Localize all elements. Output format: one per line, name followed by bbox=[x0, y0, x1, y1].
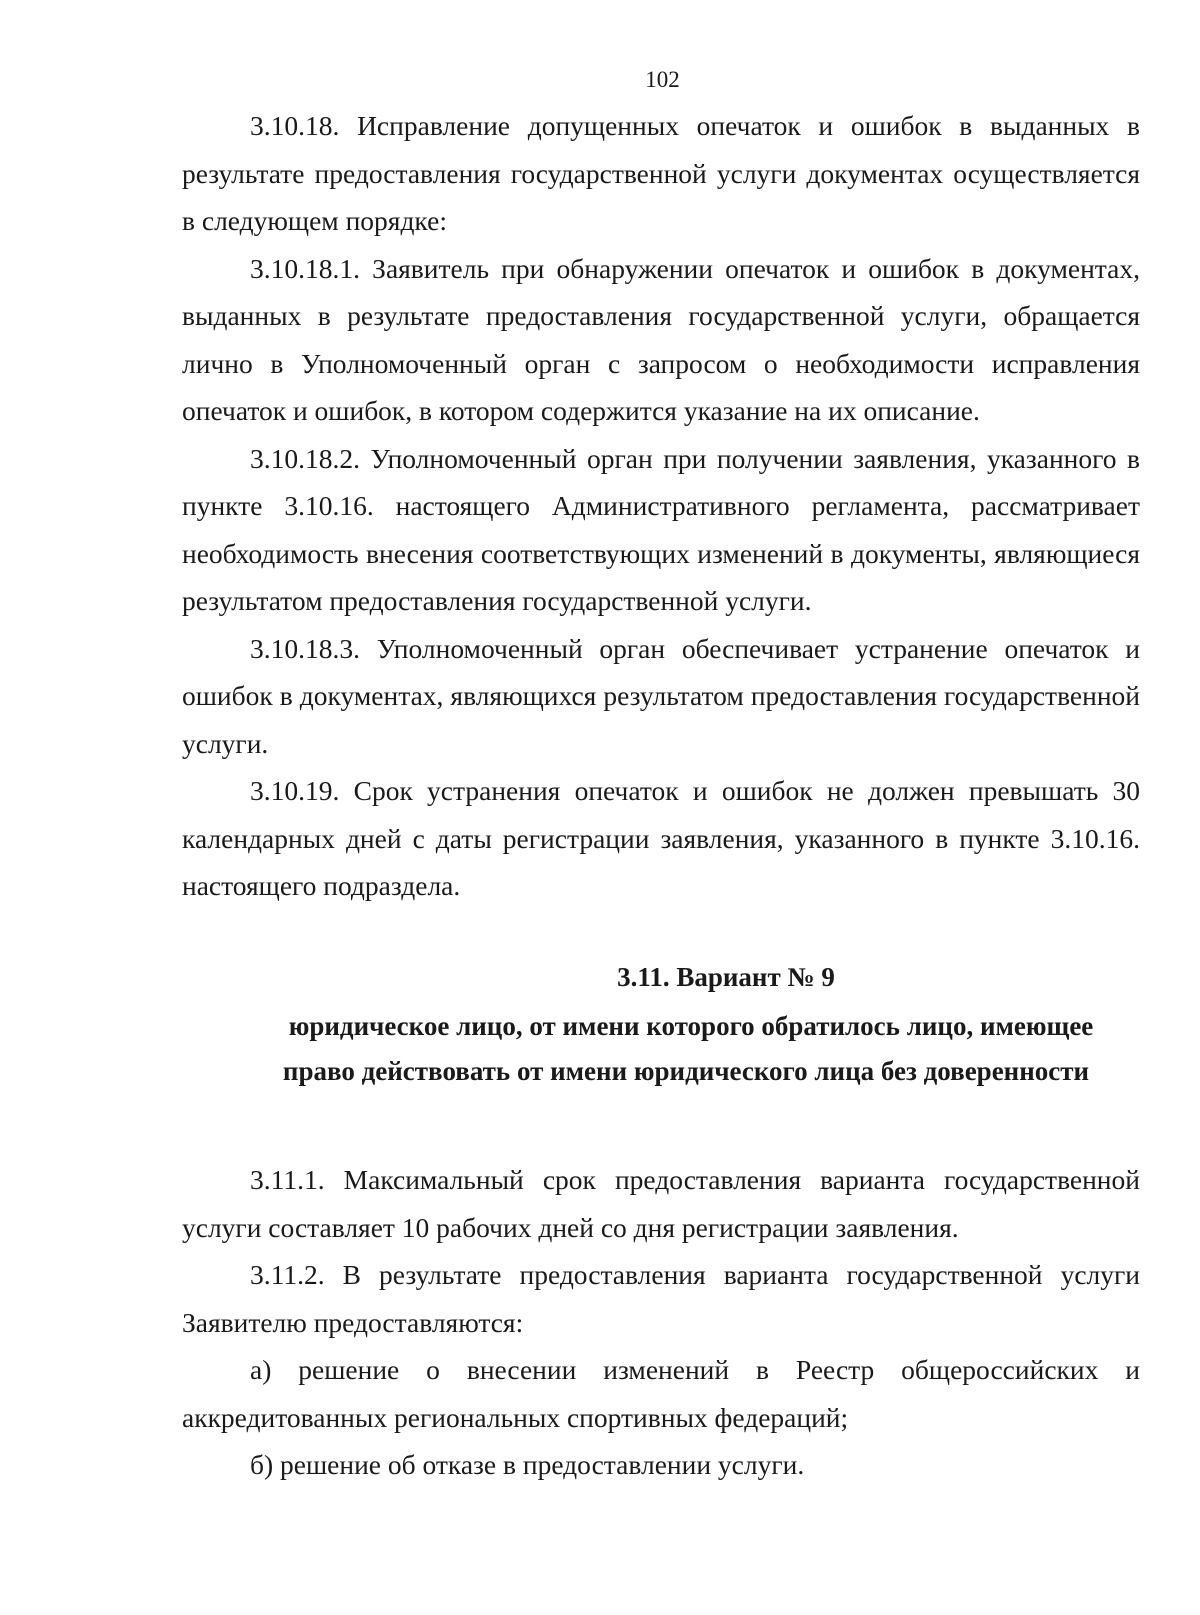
list-item-a: а) решение о внесении изменений в Реестр общероссийских и аккредитованных региональных спортивных федераций; bbox=[182, 1354, 1140, 1433]
page-number: 102 bbox=[645, 67, 680, 92]
paragraph-3-10-18-1: 3.10.18.1. Заявитель при обнаружении опечаток и ошибок в документах, выданных в результате предоставления государственной услуги, обращается лично в Уполномоченный орган с запросом о необходимости исправления опечаток и ошибок, в котором содержится указание на их описание. bbox=[182, 252, 1140, 426]
document-body-lower bbox=[182, 1156, 1140, 1489]
section-subtitle-line-1: юридическое лицо, от имени которого обратилось лицо, имеющее bbox=[288, 1011, 1094, 1041]
paragraph-3-11-1: 3.11.1. Максимальный срок предоставления варианта государственной услуги составляет 10 рабочих дней со дня регистрации заявления. bbox=[182, 1164, 1140, 1243]
paragraph-3-10-18-2: 3.10.18.2. Уполномоченный орган при получении заявления, указанного в пункте 3.10.16. настоящего Административного регламента, рассматривает необходимость внесения соответствующих изменений в документы, являющиеся результатом предоставления государственной услуги. bbox=[182, 442, 1140, 616]
section-title: 3.11. Вариант № 9 bbox=[617, 962, 835, 992]
paragraph-3-10-18: 3.10.18. Исправление допущенных опечаток и ошибок в выданных в результате предоставления государственной услуги документах осуществляется в следующем порядке: bbox=[182, 110, 1140, 236]
paragraph-3-10-19: 3.10.19. Срок устранения опечаток и ошибок не должен превышать 30 календарных дней с даты регистрации заявления, указанного в пункте 3.10.16. настоящего подраздела. bbox=[182, 775, 1140, 901]
paragraph-3-10-18-3: 3.10.18.3. Уполномоченный орган обеспечивает устранение опечаток и ошибок в документах, являющихся результатом предоставления государственной услуги. bbox=[182, 632, 1140, 759]
section-heading bbox=[182, 955, 1140, 1094]
paragraph-3-11-2: 3.11.2. В результате предоставления варианта государственной услуги Заявителю предоставляются: bbox=[182, 1259, 1140, 1338]
section-subtitle-line-2: право действовать от имени юридического лица без доверенности bbox=[282, 1056, 1090, 1086]
document-body-upper bbox=[182, 102, 1140, 910]
list-item-b: б) решение об отказе в предоставлении услуги. bbox=[250, 1449, 805, 1480]
